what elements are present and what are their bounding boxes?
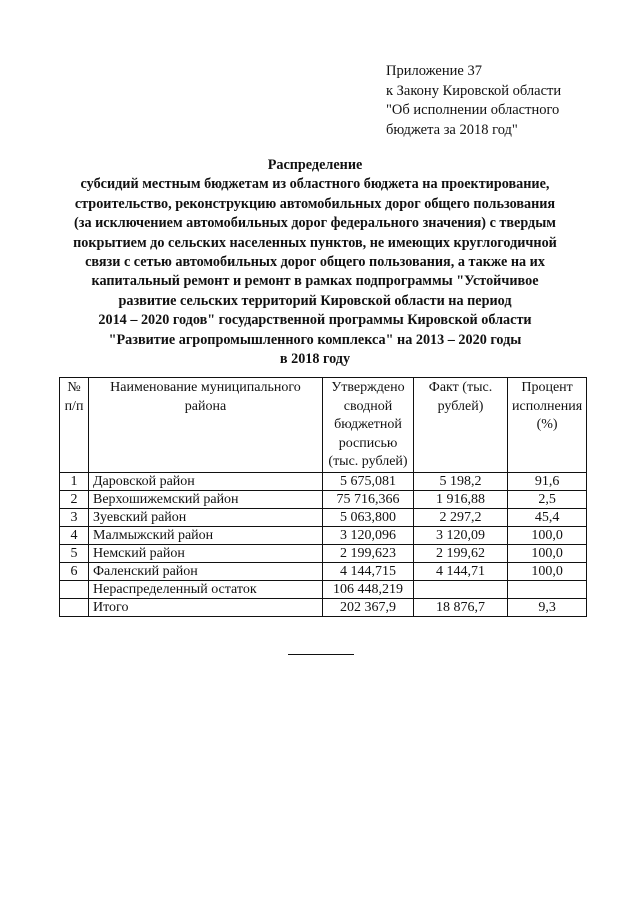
cell-actual: 5 198,2 [414,472,508,490]
cell-approved: 2 199,623 [323,544,414,562]
title-line: капитальный ремонт и ремонт в рамках подпрограммы "Устойчивое [91,273,539,290]
header-num: № п/п [60,378,89,473]
cell-percent [508,580,587,598]
document-title [20,156,610,369]
cell-actual: 4 144,71 [414,562,508,580]
title-line: покрытием до сельских населенных пунктов, не имеющих круглогодичной [73,234,557,251]
table-row [60,598,587,616]
cell-district: Немский район [89,544,323,562]
title-line: в 2018 году [279,351,351,368]
cell-num: 1 [60,472,89,490]
appendix-line: Приложение 37 [386,63,482,79]
cell-approved: 5 063,800 [323,508,414,526]
cell-district: Даровской район [89,472,323,490]
cell-actual: 3 120,09 [414,526,508,544]
cell-district: Малмыжский район [89,526,323,544]
cell-district: Зуевский район [89,508,323,526]
appendix-line: к Закону Кировской области [386,82,562,99]
title-line: (за исключением автомобильных дорог федерального значения) с твердым [74,215,556,232]
cell-percent: 9,3 [508,598,587,616]
cell-actual: 1 916,88 [414,490,508,508]
cell-percent: 100,0 [508,526,587,544]
appendix-note [386,62,561,140]
cell-num: 2 [60,490,89,508]
table-row [60,562,587,580]
cell-actual [414,580,508,598]
title-line: связи с сетью автомобильных дорог общего пользования, а также на их [85,254,545,271]
cell-district: Фаленский район [89,562,323,580]
header-percent: Процент исполнения (%) [508,378,587,473]
cell-num: 4 [60,526,89,544]
cell-approved: 3 120,096 [323,526,414,544]
cell-district: Нераспределенный остаток [89,580,323,598]
table-row [60,490,587,508]
cell-actual: 2 297,2 [414,508,508,526]
cell-percent: 100,0 [508,544,587,562]
cell-percent: 91,6 [508,472,587,490]
cell-percent: 45,4 [508,508,587,526]
subsidy-table [59,377,587,617]
cell-approved: 4 144,715 [323,562,414,580]
table-row [60,580,587,598]
title-line: развитие сельских территорий Кировской области на период [118,292,512,309]
title-line: "Развитие агропромышленного комплекса" на 2013 – 2020 годы [108,331,522,348]
appendix-line: бюджета за 2018 год" [386,121,518,138]
table-row [60,544,587,562]
appendix-line: "Об исполнении областного [386,102,560,118]
title-line: Распределение [267,157,363,173]
title-line: строительство, реконструкцию автомобильных дорог общего пользования [74,195,556,212]
cell-num [60,598,89,616]
cell-approved: 106 448,219 [323,580,414,598]
table-row [60,472,587,490]
cell-actual: 18 876,7 [414,598,508,616]
header-plan: Утверждено сводной бюджетной росписью (тыс. рублей) [323,378,414,473]
cell-num [60,580,89,598]
table-row [60,508,587,526]
cell-approved: 202 367,9 [323,598,414,616]
cell-percent: 2,5 [508,490,587,508]
table-header-row [60,378,587,473]
title-line: субсидий местным бюджетам из областного бюджета на проектирование, [80,176,550,193]
title-line: 2014 – 2020 годов" государственной программы Кировской области [98,312,532,329]
closing-rule [288,654,354,655]
cell-num: 5 [60,544,89,562]
cell-approved: 5 675,081 [323,472,414,490]
table-body [60,472,587,616]
cell-district: Итого [89,598,323,616]
table-row [60,526,587,544]
header-name: Наименование муниципального района [89,378,323,473]
cell-num: 3 [60,508,89,526]
cell-approved: 75 716,366 [323,490,414,508]
cell-district: Верхошижемский район [89,490,323,508]
cell-actual: 2 199,62 [414,544,508,562]
cell-percent: 100,0 [508,562,587,580]
header-fact: Факт (тыс. рублей) [414,378,508,473]
cell-num: 6 [60,562,89,580]
